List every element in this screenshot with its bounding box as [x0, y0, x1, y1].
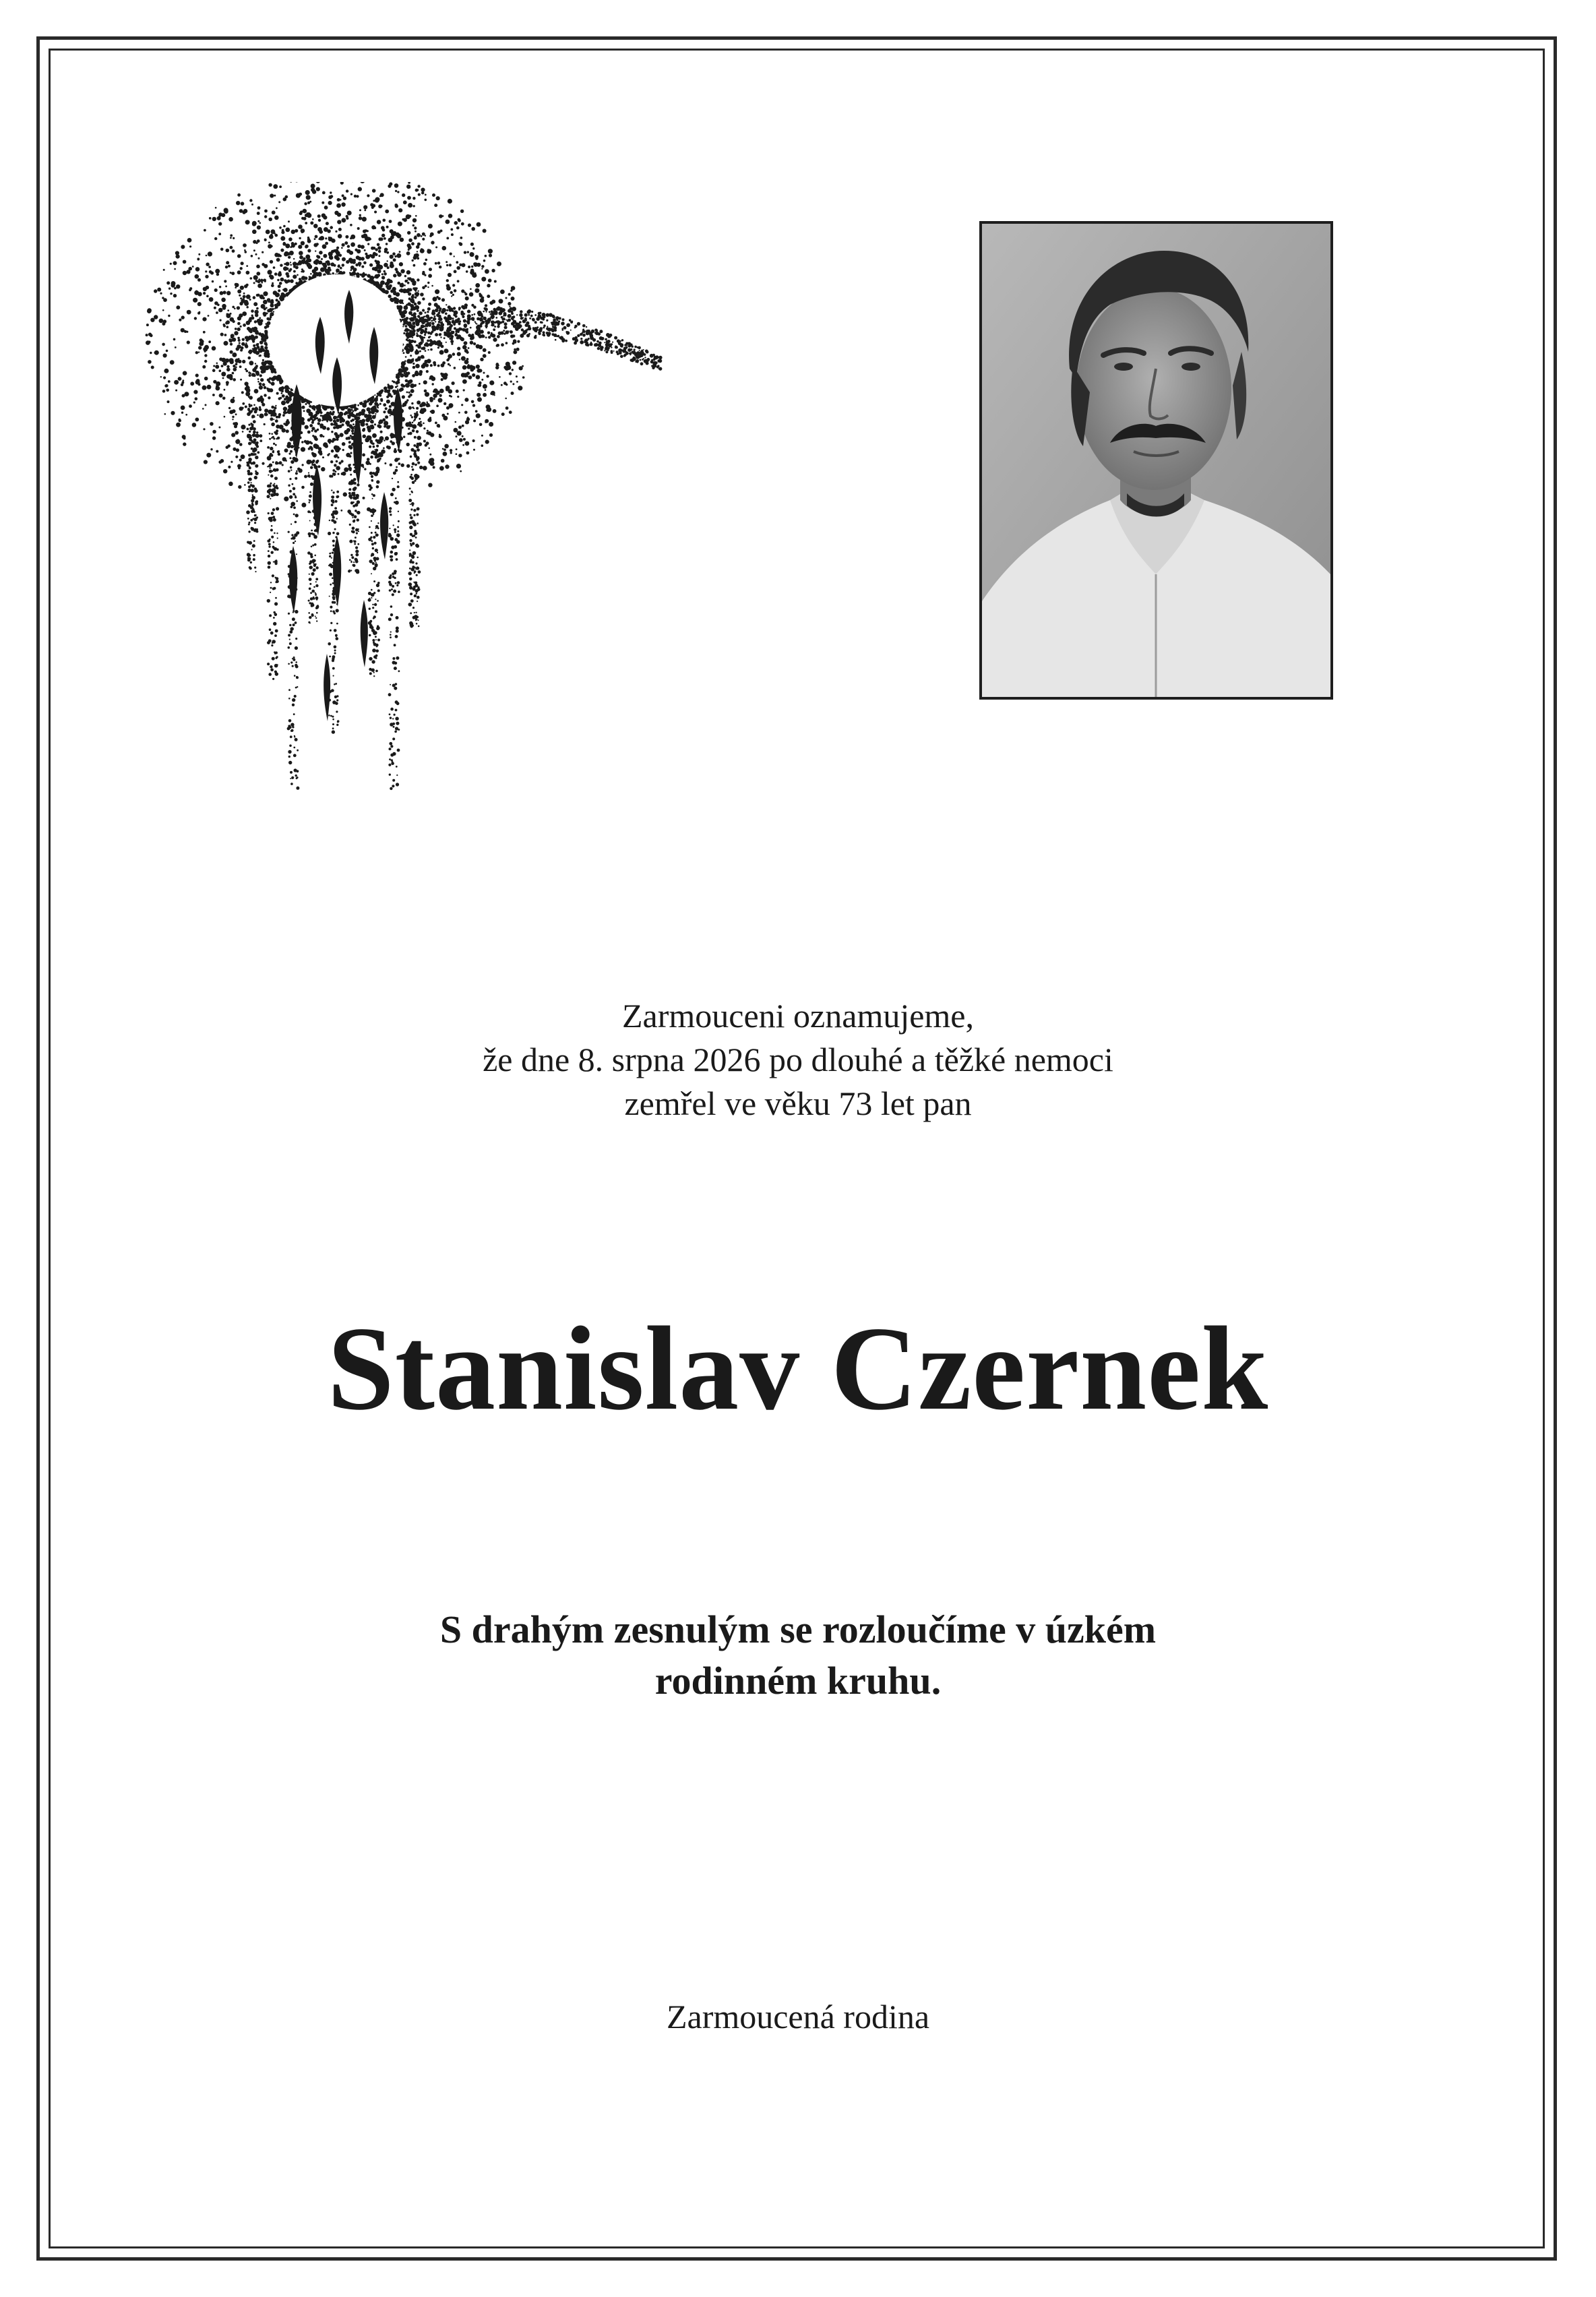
- deceased-name: Stanislav Czernek: [327, 1301, 1269, 1435]
- announcement-line-1: Zarmouceni oznamujeme,: [622, 997, 974, 1035]
- farewell-line-2: rodinném kruhu.: [654, 1659, 942, 1703]
- announcement-line-3: zemřel ve věku 73 let pan: [624, 1084, 972, 1122]
- announcement-line-2: že dne 8. srpna 2026 po dlouhé a těžké nemoci: [483, 1041, 1113, 1078]
- candle-flames-moon-icon: [135, 182, 674, 816]
- farewell-line-1: S drahým zesnulým se rozloučíme v úzkém: [439, 1607, 1157, 1651]
- family-signature: Zarmoucená rodina: [666, 1998, 930, 2035]
- portrait-photo-icon: [982, 224, 1330, 697]
- announcement-text: [0, 994, 1596, 1126]
- farewell-text: [0, 1604, 1596, 1707]
- portrait-photo: [979, 221, 1333, 700]
